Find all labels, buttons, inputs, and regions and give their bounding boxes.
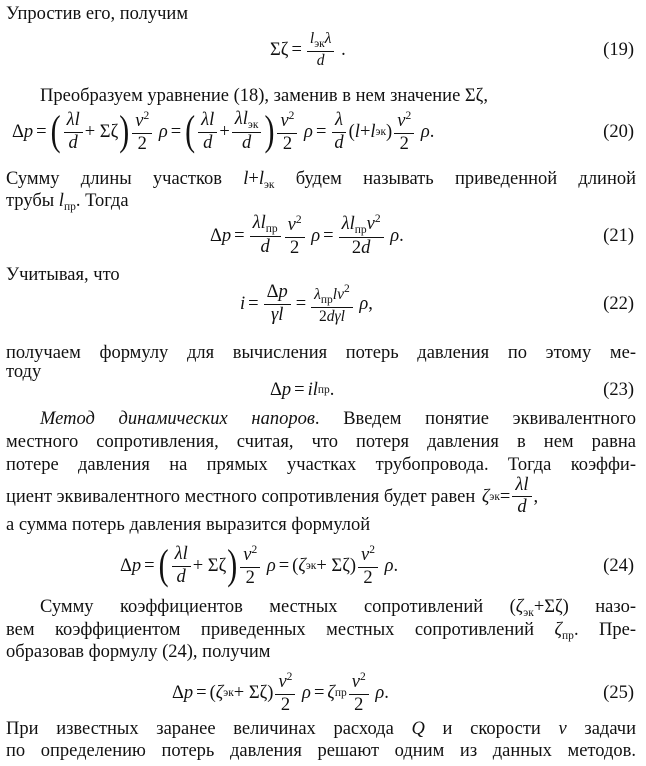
text-line-10: потере давления на прямых участках трубопровода. Тогда коэффи-: [6, 455, 636, 475]
text-line-14: вем коэффициентом приведенных местных сопротивлений $\zeta_{пр}$. Пре-: [6, 620, 636, 642]
equation-number: (24): [603, 555, 634, 576]
text-line-2: Преобразуем уравнение (18), заменив в нем значение Σζ,: [40, 86, 488, 106]
equation-23: Δ p = il пр . (23): [0, 360, 634, 420]
text-line-6: получаем формулу для вычисления потерь давления по этому ме-: [6, 343, 636, 363]
equation-number: (20): [603, 121, 634, 142]
equation-number: (22): [603, 293, 634, 314]
equation-number: (21): [603, 225, 634, 246]
equation-number: (23): [603, 379, 634, 400]
text-line-3: Сумму длины участков $l+l_{эк}$ будем называть приведенной длиной: [6, 169, 636, 191]
text-line-8: Метод динамических напоров. Введем понятие эквивалентного: [40, 409, 637, 429]
text-line-12: а сумма потерь давления выразится формулой: [6, 515, 371, 535]
text-line-9: местного сопротивления, считая, что потеря давления в нем равна: [6, 432, 636, 452]
equation-25: Δ p = ( ζ эк + Σζ) $\frac{v^2}{2}$ ρ = ζ пр $\frac{v^2}{2}$ ρ . (25): [0, 663, 634, 723]
equation-21: Δ p = $\frac{\lambda l_{пр}}{d}$ $\frac{v^2}{2}$ ρ = $\frac{\lambda l_{пр}v^2}{2d}$ ρ . (21): [0, 206, 634, 266]
text-line-13: Сумму коэффициентов местных сопротивлений $(\zeta_{эк}+\Sigma\zeta)$ назо-: [40, 597, 636, 619]
equation-number: (19): [603, 39, 634, 60]
text-line-11: циент эквивалентного местного сопротивления будет равен ζ эк = $\frac{\lambda l}{d}$ ,: [6, 475, 539, 518]
equation-20: Δ p = ( $\frac{\lambda l}{d}$ + Σζ ) $\frac{v^2}{2}$ ρ = ( $\frac{\lambda l}{d}$ + $\frac{\lambda l_{эк}}{d}$ ) $\frac{v^2}{2}$ ρ = $\frac{\lambda}{d}$ ( l + l эк ) $\frac{v^2}{2}$ ρ . (20): [0, 102, 634, 162]
equation-19: Σζ = $\frac{l_{эк}\lambda}{d}$ . (19): [0, 20, 634, 80]
equation-22: i = $\frac{\Delta p}{\gamma l}$ = $\frac{\lambda_{пр}lv^2}{\text{2dγl}}$ ρ , (22): [0, 274, 634, 334]
equation-24: Δ p = ( $\frac{\lambda l}{d}$ + Σζ ) $\frac{v^2}{2}$ ρ = ( ζ эк + Σζ) $\frac{v^2}{2}$ ρ . (24): [0, 536, 634, 596]
text-line-16: При известных заранее величинах расхода Q и скорости v задачи: [6, 719, 637, 739]
text-line-1: Упростив его, получим: [6, 4, 189, 24]
equation-number: (25): [603, 682, 634, 703]
text-line-4: трубы $l_{пр}$. Тогда: [6, 191, 129, 213]
text-line-17: по определению потерь давления решают одним из данных методов.: [6, 741, 636, 761]
text-line-15: образовав формулу (24), получим: [6, 642, 271, 662]
text-line-7: тоду: [6, 362, 42, 382]
text-line-5: Учитывая, что: [6, 265, 120, 285]
